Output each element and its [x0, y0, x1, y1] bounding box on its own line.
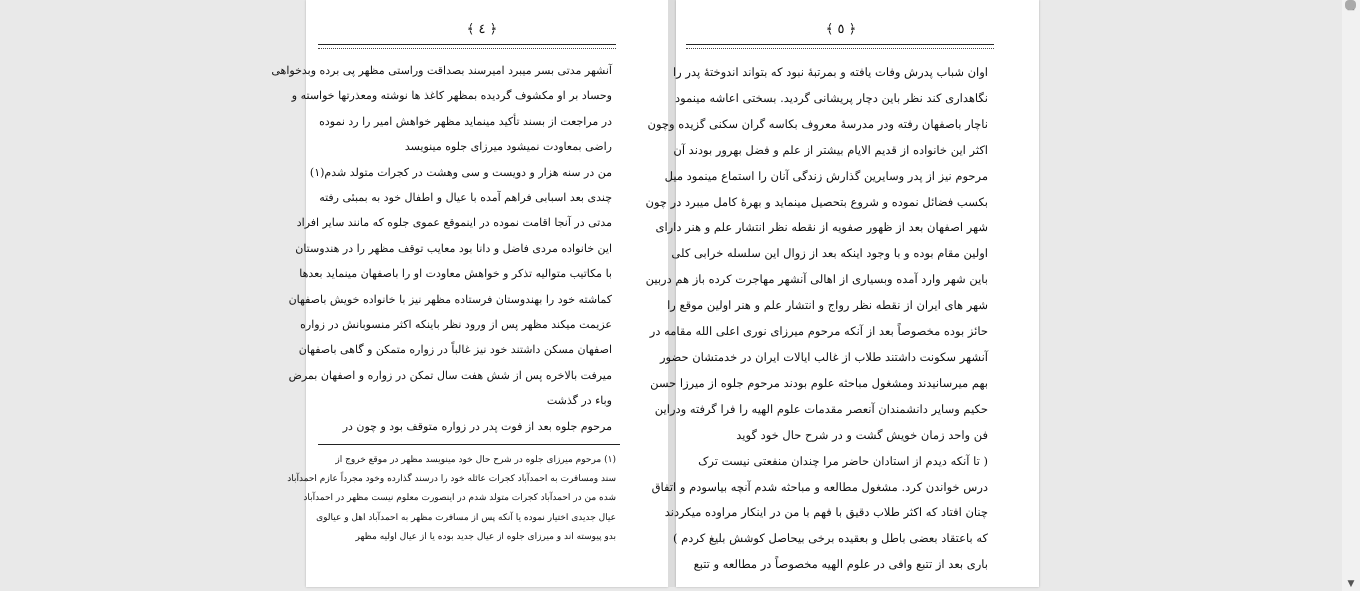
footnote-line: (۱) مرحوم میرزای جلوه در شرح حال خود مینویسد مظهر در موقع خروج از — [335, 455, 616, 465]
text-line: مرحوم نیز از پدر وسایرین گذارش زندگی آنان را استماع مینمود میل — [664, 168, 988, 183]
footnote-line: عیال جدیدی اختیار نموده یا آنکه پس از مسافرت مظهر به احمدآباد اهل و عیالوی — [316, 512, 616, 523]
text-line: آنشهر مدتی بسر میبرد امیرسند بصداقت وراستی مظهر پی برده وبدخواهی — [271, 64, 612, 77]
text-line: وباء در گذشت — [546, 394, 612, 408]
text-line: وحساد بر او مکشوف گردیده بمظهر کاغذ ها نوشته ومعذرتها خواسته و — [291, 89, 612, 103]
text-line: چنان افتاد که اکثر طلاب دقیق با فهم با من در اینکار مراوده میکردند — [664, 505, 988, 520]
text-line: مرحوم جلوه بعد از فوت پدر در زواره متوقف بود و چون در — [342, 419, 612, 433]
text-line: چندی بعد اسبابی فراهم آمده با عیال و اطفال خود به بمبئی رفته — [319, 191, 612, 205]
text-line: مدتی در آنجا اقامت نموده در اینموقع عموی جلوه که مانند سایر افراد — [296, 216, 612, 230]
footnote-line: سند ومسافرت به احمدآباد کجرات عائله خود را درسند گذارده وخود مجرداً عازم احمدآباد — [287, 474, 616, 485]
footnote-line: شده من در احمدآباد کجرات متولد شدم در اینصورت معلوم نیست مظهر در احمدآباد — [303, 493, 616, 504]
footnote-text — [287, 451, 616, 547]
text-line: درس خواندن کرد. مشغول مطالعه و مباحثه شدم آنچه بیاسودم و اتفاق — [651, 479, 988, 494]
text-line: ( تا آنکه دیدم از استادان حاضر مرا چندان منفعتی نیست ترک — [698, 453, 988, 468]
text-line: این خانواده مردی فاضل و دانا بود معایب توقف مظهر را در هندوستان — [295, 241, 612, 255]
text-line: باین شهر وارد آمده وبسیاری از اهالی آنشهر مهاجرت کرده باز هم دربین — [645, 272, 988, 287]
vertical-scrollbar[interactable] — [1342, 0, 1360, 591]
header-rule — [686, 44, 994, 49]
text-line: اصفهان مسکن داشتند خود نیز غالباً در زواره متمکن و گاهی باصفهان — [298, 343, 612, 357]
page-number: ﴿ ٥ ﴾ — [825, 22, 857, 37]
text-line: کماشته خود را بهندوستان فرستاده مظهر نیز با خانواده خویش باصفهان — [288, 292, 612, 306]
text-line: عزیمت میکند مظهر پس از ورود نظر باینکه اکثر منسوبانش در زواره — [300, 318, 612, 332]
text-line: که باعتقاد بعضی باطل و بعقیده برخی بیحاصل کوشش بلیغ کردم ) — [672, 531, 988, 546]
text-line: اوان شباب پدرش وفات یافته و بمرتبهٔ نبود که بتواند اندوختهٔ پدر را — [672, 65, 988, 79]
text-line: میرفت بالاخره پس از شش هفت سال تمکن در زواره و اصفهان بمرض — [288, 368, 612, 382]
footnote-line: بدو پیوسته اند و میرزای جلوه از عیال جدید بوده یا از عیال اولیه مظهر — [355, 531, 616, 542]
text-line: ناچار باصفهان رفته ودر مدرسهٔ معروف بکاسه گران سکنی گزیده وچون — [647, 116, 988, 131]
text-line: با مکاتیب متوالیه تذکر و خواهش معاودت او را باصفهان مینماید بعدها — [299, 267, 612, 281]
text-line: فن واحد زمان خویش گشت و در شرح حال خود گوید — [736, 427, 988, 442]
text-line: بهم میرسانیدند ومشغول مباحثه علوم بودند مرحوم جلوه از میرزا حسن — [650, 375, 988, 390]
scrollbar-thumb[interactable] — [1345, 0, 1356, 10]
page-body-text — [271, 58, 612, 439]
text-line: من در سنه هزار و دویست و سی وهشت در کجرات متولد شدم(۱) — [309, 165, 612, 179]
text-line: حکیم وسایر دانشمندان آنعصر مقدمات علوم الهیه را فرا گرفته ودراین — [654, 401, 988, 416]
text-line: اکثر این خانواده از قدیم الایام بیشتر از علم و فضل بهرور بودند آن — [673, 142, 988, 157]
footnote-rule — [318, 444, 620, 445]
text-line: آنشهر سکونت داشتند طلاب از غالب ایالات ایران در خدمتشان حضور — [659, 349, 988, 364]
text-line: راضی بمعاودت نمیشود میرزای جلوه مینویسد — [404, 140, 612, 154]
page-5 — [645, 0, 1039, 587]
text-line: در مراجعت از بسند تأکید مینماید مظهر خواهش امیر را رد نموده — [319, 114, 612, 128]
text-line: نگاهداری کند نظر باین دچار پریشانی گردید. بسختی اعاشه مینمود — [675, 90, 988, 105]
page-number: ﴿ ٤ ﴾ — [466, 22, 498, 37]
text-line: باری بعد از تتبع وافی در علوم الهیه مخصوصاً در مطالعه و تتبع — [693, 557, 988, 572]
text-line: اولین مقام بوده و با وجود اینکه بعد از زوال این سلسله خرابی کلی — [671, 246, 988, 261]
page-body-text — [645, 60, 988, 578]
text-line: بکسب فضائل نموده و شروع بتحصیل مینماید و بهرهٔ کامل میبرد در چون — [645, 194, 988, 209]
page-4 — [271, 0, 668, 587]
text-line: حائز بوده مخصوصاً بعد از آنکه مرحوم میرزای نوری اعلی الله مقامه در — [649, 324, 988, 339]
text-line: شهر های ایران از نقطه نظر رواج و انتشار علم و هنر اولین موقع را — [667, 298, 988, 313]
scroll-down-icon[interactable]: ▼ — [1347, 579, 1355, 589]
header-rule — [318, 44, 616, 49]
text-line: شهر اصفهان بعد از ظهور صفویه از نقطه نظر انتشار علم و هنر دارای — [655, 220, 988, 235]
